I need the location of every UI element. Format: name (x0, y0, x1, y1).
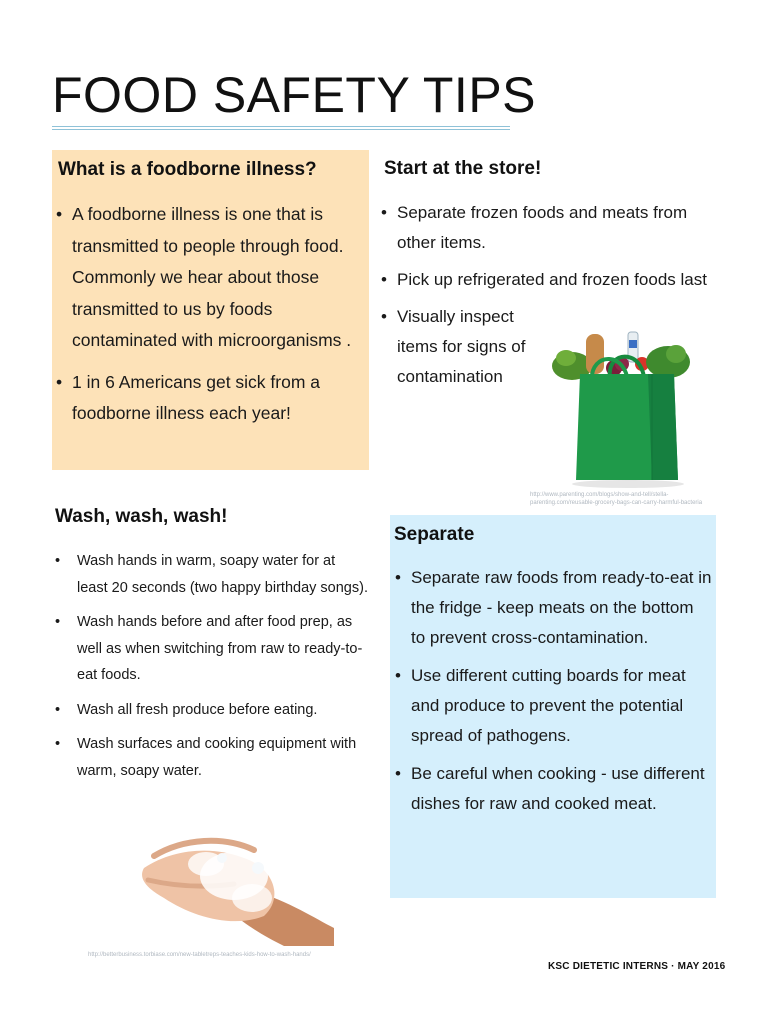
bag-image-caption: http://www.parenting.com/blogs/show-and-tell/stella-parenting.com/reusable-grocery-bags-can-carry-harmful-bacteria (530, 492, 703, 506)
list-item: • Wash hands in warm, soapy water for at least 20 seconds (two happy birthday songs). (77, 548, 368, 601)
grocery-bag-image (548, 328, 696, 488)
foodborne-heading: What is a foodborne illness? (58, 159, 317, 180)
foodborne-illness-section (52, 150, 369, 470)
footer-credit: KSC DIETETIC INTERNS · MAY 2016 (548, 961, 726, 972)
list-item: • Use different cutting boards for meat and produce to prevent the potential spread of pathogens. (411, 661, 712, 751)
title-divider (52, 126, 510, 131)
list-item: • Be careful when cooking - use different dishes for raw and cooked meat. (411, 759, 712, 819)
list-item: • Wash all fresh produce before eating. (77, 697, 368, 724)
separate-section (390, 515, 716, 898)
wash-section (52, 502, 372, 812)
wash-list (55, 548, 368, 784)
store-heading: Start at the store! (384, 158, 542, 179)
list-item: • A foodborne illness is one that is transmitted to people through food. Commonly we hear about those transmitted to us by foods contaminated with microorganisms . (72, 199, 363, 357)
list-item: • Wash surfaces and cooking equipment with warm, soapy water. (77, 731, 368, 784)
list-item: • Wash hands before and after food prep, as well as when switching from raw to ready-to-eat foods. (77, 609, 368, 689)
list-item: • Pick up refrigerated and frozen foods last (397, 265, 707, 295)
hands-image-caption: http://betterbusiness.torbiase.com/new-tabletreps-teaches-kids-how-to-wash-hands/ (88, 952, 311, 958)
separate-heading: Separate (394, 524, 475, 545)
list-item: • Separate raw foods from ready-to-eat in the fridge - keep meats on the bottom to prevent cross-contamination. (411, 563, 712, 653)
page-title: FOOD SAFETY TIPS (52, 67, 537, 123)
list-item: • 1 in 6 Americans get sick from a foodborne illness each year! (72, 367, 363, 430)
wash-heading: Wash, wash, wash! (55, 506, 228, 527)
washing-hands-image (134, 828, 334, 946)
list-item: • Visually inspect items for signs of contamination (397, 302, 547, 392)
list-item: • Separate frozen foods and meats from other items. (397, 198, 717, 258)
foodborne-list (58, 199, 363, 430)
separate-list (394, 563, 712, 819)
